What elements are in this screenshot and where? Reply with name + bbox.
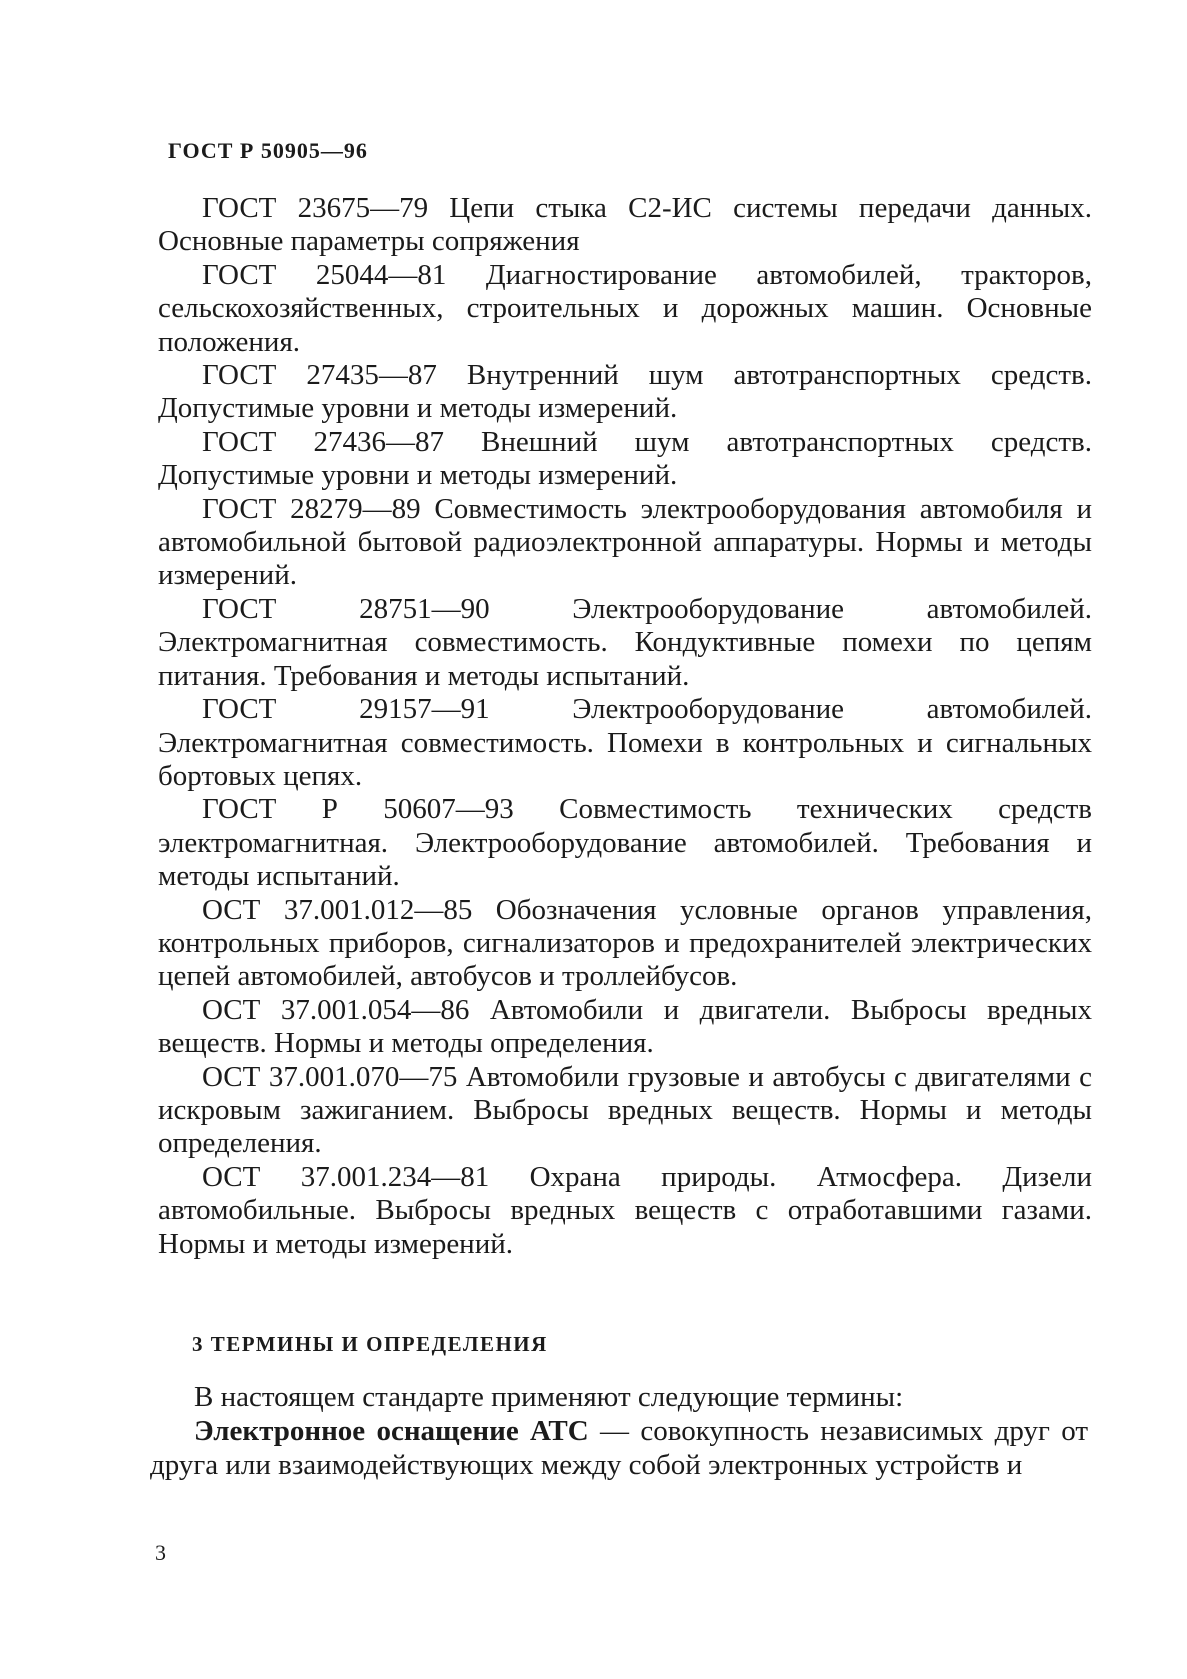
- term-definition-text: — совокупность независимых друг от друга или взаимодействующих между собой электронных устройств и: [150, 1415, 1088, 1481]
- reference-item: ОСТ 37.001.054—86 Автомобили и двигатели. Выбросы вредных веществ. Нормы и методы определения.: [158, 993, 1092, 1060]
- reference-item: ГОСТ 23675—79 Цепи стыка С2-ИС системы передачи данных. Основные параметры сопряжения: [158, 192, 1092, 258]
- reference-item: ОСТ 37.001.012—85 Обозначения условные органов управления, контрольных приборов, сигнализаторов и предохранителей электрических цепей автомобилей, автобусов и троллейбусов.: [158, 893, 1092, 993]
- reference-item: ОСТ 37.001.234—81 Охрана природы. Атмосфера. Дизели автомобильные. Выбросы вредных веществ с отработавшими газами. Нормы и методы измерений.: [158, 1160, 1092, 1260]
- page-number: 3: [155, 1540, 166, 1565]
- section-heading: 3 ТЕРМИНЫ И ОПРЕДЕЛЕНИЯ: [192, 1332, 548, 1356]
- reference-item: ГОСТ Р 50607—93 Совместимость технических средств электромагнитная. Электрооборудование автомобилей. Требования и методы испытаний.: [158, 793, 1092, 893]
- references-list: [158, 192, 1092, 1261]
- reference-item: ОСТ 37.001.070—75 Автомобили грузовые и автобусы с двигателями с искровым зажиганием. Выбросы вредных веществ. Нормы и методы определения.: [158, 1060, 1092, 1160]
- section-body: [150, 1380, 1088, 1482]
- reference-item: ГОСТ 27435—87 Внутренний шум автотранспортных средств. Допустимые уровни и методы измерений.: [158, 359, 1092, 425]
- reference-item: ГОСТ 28279—89 Совместимость электрооборудования автомобиля и автомобильной бытовой радиоэлектронной аппаратуры. Нормы и методы измерений.: [158, 492, 1092, 592]
- section-intro: В настоящем стандарте применяют следующие термины:: [194, 1381, 904, 1413]
- term-definition: [150, 1414, 1088, 1482]
- term-name: Электронное оснащение АТС: [194, 1415, 589, 1447]
- reference-item: ГОСТ 28751—90 Электрооборудование автомобилей. Электромагнитная совместимость. Кондуктивные помехи по цепям питания. Требования и методы испытаний.: [158, 592, 1092, 692]
- reference-item: ГОСТ 27436—87 Внешний шум автотранспортных средств. Допустимые уровни и методы измерений.: [158, 425, 1092, 492]
- document-header: ГОСТ Р 50905—96: [168, 138, 368, 163]
- reference-item: ГОСТ 25044—81 Диагностирование автомобилей, тракторов, сельскохозяйственных, строительных и дорожных машин. Основные положения.: [158, 258, 1092, 358]
- reference-item: ГОСТ 29157—91 Электрооборудование автомобилей. Электромагнитная совместимость. Помехи в контрольных и сигнальных бортовых цепях.: [158, 693, 1092, 792]
